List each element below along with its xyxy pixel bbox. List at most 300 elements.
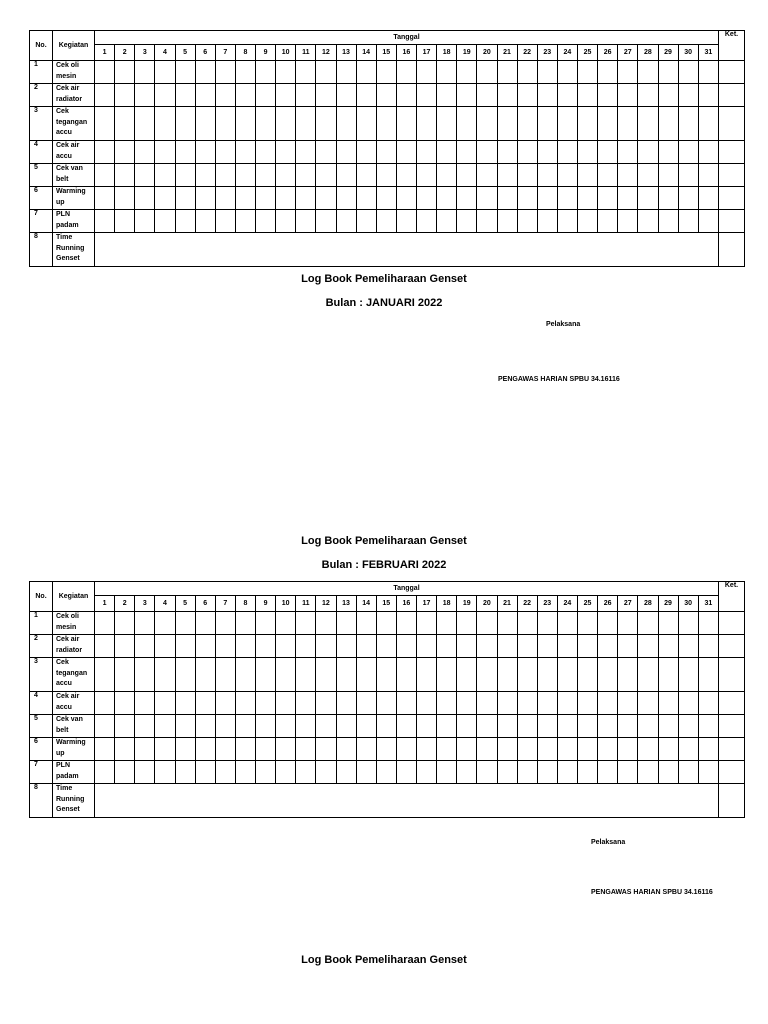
day-check-cell[interactable] — [376, 61, 396, 84]
day-check-cell[interactable] — [437, 635, 457, 658]
day-check-cell[interactable] — [396, 692, 416, 715]
day-check-cell[interactable] — [678, 164, 698, 187]
day-check-cell[interactable] — [658, 635, 678, 658]
day-check-cell[interactable] — [155, 187, 175, 210]
day-check-cell[interactable] — [115, 187, 135, 210]
day-check-cell[interactable] — [698, 612, 718, 635]
day-check-cell[interactable] — [276, 107, 296, 141]
day-check-cell[interactable] — [598, 61, 618, 84]
day-check-cell[interactable] — [155, 612, 175, 635]
day-check-cell[interactable] — [417, 738, 437, 761]
day-check-cell[interactable] — [557, 635, 577, 658]
day-check-cell[interactable] — [135, 210, 155, 233]
day-check-cell[interactable] — [638, 164, 658, 187]
day-check-cell[interactable] — [376, 612, 396, 635]
day-check-cell[interactable] — [517, 210, 537, 233]
day-check-cell[interactable] — [437, 612, 457, 635]
day-check-cell[interactable] — [95, 107, 115, 141]
day-check-cell[interactable] — [95, 187, 115, 210]
day-check-cell[interactable] — [537, 761, 557, 784]
day-check-cell[interactable] — [517, 61, 537, 84]
day-check-cell[interactable] — [195, 761, 215, 784]
day-check-cell[interactable] — [698, 187, 718, 210]
note-cell[interactable] — [719, 61, 745, 84]
day-check-cell[interactable] — [256, 635, 276, 658]
day-check-cell[interactable] — [115, 715, 135, 738]
day-check-cell[interactable] — [497, 692, 517, 715]
day-check-cell[interactable] — [618, 738, 638, 761]
day-check-cell[interactable] — [517, 715, 537, 738]
day-check-cell[interactable] — [175, 738, 195, 761]
day-check-cell[interactable] — [396, 612, 416, 635]
day-check-cell[interactable] — [417, 635, 437, 658]
running-time-cell[interactable] — [95, 784, 719, 818]
day-check-cell[interactable] — [598, 761, 618, 784]
day-check-cell[interactable] — [437, 141, 457, 164]
day-check-cell[interactable] — [235, 692, 255, 715]
day-check-cell[interactable] — [356, 658, 376, 692]
day-check-cell[interactable] — [155, 164, 175, 187]
day-check-cell[interactable] — [618, 715, 638, 738]
day-check-cell[interactable] — [296, 692, 316, 715]
day-check-cell[interactable] — [276, 187, 296, 210]
day-check-cell[interactable] — [618, 210, 638, 233]
day-check-cell[interactable] — [678, 141, 698, 164]
day-check-cell[interactable] — [557, 761, 577, 784]
note-cell[interactable] — [719, 141, 745, 164]
day-check-cell[interactable] — [517, 107, 537, 141]
day-check-cell[interactable] — [578, 658, 598, 692]
day-check-cell[interactable] — [437, 692, 457, 715]
day-check-cell[interactable] — [517, 692, 537, 715]
day-check-cell[interactable] — [417, 210, 437, 233]
day-check-cell[interactable] — [618, 761, 638, 784]
day-check-cell[interactable] — [376, 141, 396, 164]
day-check-cell[interactable] — [336, 61, 356, 84]
day-check-cell[interactable] — [316, 210, 336, 233]
day-check-cell[interactable] — [437, 84, 457, 107]
day-check-cell[interactable] — [175, 761, 195, 784]
day-check-cell[interactable] — [316, 61, 336, 84]
day-check-cell[interactable] — [638, 612, 658, 635]
day-check-cell[interactable] — [557, 61, 577, 84]
day-check-cell[interactable] — [235, 761, 255, 784]
day-check-cell[interactable] — [256, 738, 276, 761]
day-check-cell[interactable] — [195, 715, 215, 738]
day-check-cell[interactable] — [638, 84, 658, 107]
day-check-cell[interactable] — [557, 107, 577, 141]
day-check-cell[interactable] — [256, 612, 276, 635]
day-check-cell[interactable] — [135, 658, 155, 692]
day-check-cell[interactable] — [276, 761, 296, 784]
day-check-cell[interactable] — [678, 658, 698, 692]
day-check-cell[interactable] — [678, 210, 698, 233]
day-check-cell[interactable] — [557, 715, 577, 738]
day-check-cell[interactable] — [497, 658, 517, 692]
day-check-cell[interactable] — [517, 761, 537, 784]
day-check-cell[interactable] — [95, 738, 115, 761]
day-check-cell[interactable] — [618, 612, 638, 635]
day-check-cell[interactable] — [115, 612, 135, 635]
day-check-cell[interactable] — [376, 761, 396, 784]
day-check-cell[interactable] — [557, 738, 577, 761]
day-check-cell[interactable] — [477, 612, 497, 635]
day-check-cell[interactable] — [457, 84, 477, 107]
day-check-cell[interactable] — [356, 715, 376, 738]
day-check-cell[interactable] — [578, 692, 598, 715]
day-check-cell[interactable] — [578, 141, 598, 164]
day-check-cell[interactable] — [316, 187, 336, 210]
day-check-cell[interactable] — [316, 658, 336, 692]
day-check-cell[interactable] — [477, 141, 497, 164]
day-check-cell[interactable] — [276, 61, 296, 84]
day-check-cell[interactable] — [396, 141, 416, 164]
day-check-cell[interactable] — [175, 692, 195, 715]
day-check-cell[interactable] — [235, 164, 255, 187]
day-check-cell[interactable] — [517, 141, 537, 164]
day-check-cell[interactable] — [115, 658, 135, 692]
day-check-cell[interactable] — [175, 658, 195, 692]
day-check-cell[interactable] — [336, 658, 356, 692]
day-check-cell[interactable] — [678, 61, 698, 84]
day-check-cell[interactable] — [497, 84, 517, 107]
day-check-cell[interactable] — [457, 612, 477, 635]
day-check-cell[interactable] — [658, 210, 678, 233]
day-check-cell[interactable] — [437, 107, 457, 141]
day-check-cell[interactable] — [517, 738, 537, 761]
day-check-cell[interactable] — [578, 761, 598, 784]
day-check-cell[interactable] — [396, 187, 416, 210]
day-check-cell[interactable] — [276, 210, 296, 233]
day-check-cell[interactable] — [638, 187, 658, 210]
day-check-cell[interactable] — [497, 107, 517, 141]
day-check-cell[interactable] — [175, 84, 195, 107]
day-check-cell[interactable] — [296, 164, 316, 187]
day-check-cell[interactable] — [618, 107, 638, 141]
day-check-cell[interactable] — [678, 692, 698, 715]
running-time-cell[interactable] — [95, 233, 719, 267]
day-check-cell[interactable] — [417, 715, 437, 738]
day-check-cell[interactable] — [296, 61, 316, 84]
day-check-cell[interactable] — [437, 761, 457, 784]
day-check-cell[interactable] — [356, 738, 376, 761]
day-check-cell[interactable] — [618, 84, 638, 107]
day-check-cell[interactable] — [376, 107, 396, 141]
day-check-cell[interactable] — [457, 141, 477, 164]
day-check-cell[interactable] — [396, 61, 416, 84]
day-check-cell[interactable] — [658, 658, 678, 692]
day-check-cell[interactable] — [115, 738, 135, 761]
day-check-cell[interactable] — [356, 187, 376, 210]
day-check-cell[interactable] — [215, 612, 235, 635]
day-check-cell[interactable] — [115, 141, 135, 164]
day-check-cell[interactable] — [215, 658, 235, 692]
day-check-cell[interactable] — [175, 107, 195, 141]
day-check-cell[interactable] — [215, 141, 235, 164]
day-check-cell[interactable] — [135, 612, 155, 635]
day-check-cell[interactable] — [477, 210, 497, 233]
day-check-cell[interactable] — [95, 210, 115, 233]
day-check-cell[interactable] — [175, 141, 195, 164]
day-check-cell[interactable] — [276, 141, 296, 164]
day-check-cell[interactable] — [537, 715, 557, 738]
day-check-cell[interactable] — [417, 658, 437, 692]
day-check-cell[interactable] — [135, 715, 155, 738]
day-check-cell[interactable] — [678, 107, 698, 141]
day-check-cell[interactable] — [658, 738, 678, 761]
day-check-cell[interactable] — [497, 761, 517, 784]
day-check-cell[interactable] — [457, 738, 477, 761]
day-check-cell[interactable] — [296, 635, 316, 658]
day-check-cell[interactable] — [336, 635, 356, 658]
day-check-cell[interactable] — [396, 84, 416, 107]
day-check-cell[interactable] — [517, 164, 537, 187]
day-check-cell[interactable] — [537, 612, 557, 635]
day-check-cell[interactable] — [417, 692, 437, 715]
day-check-cell[interactable] — [457, 107, 477, 141]
day-check-cell[interactable] — [235, 141, 255, 164]
day-check-cell[interactable] — [678, 761, 698, 784]
day-check-cell[interactable] — [276, 164, 296, 187]
day-check-cell[interactable] — [598, 187, 618, 210]
day-check-cell[interactable] — [215, 84, 235, 107]
day-check-cell[interactable] — [698, 107, 718, 141]
day-check-cell[interactable] — [135, 107, 155, 141]
day-check-cell[interactable] — [417, 187, 437, 210]
day-check-cell[interactable] — [618, 692, 638, 715]
day-check-cell[interactable] — [598, 658, 618, 692]
day-check-cell[interactable] — [417, 612, 437, 635]
day-check-cell[interactable] — [497, 635, 517, 658]
day-check-cell[interactable] — [235, 107, 255, 141]
day-check-cell[interactable] — [678, 635, 698, 658]
day-check-cell[interactable] — [698, 738, 718, 761]
day-check-cell[interactable] — [417, 141, 437, 164]
day-check-cell[interactable] — [296, 738, 316, 761]
day-check-cell[interactable] — [678, 187, 698, 210]
day-check-cell[interactable] — [296, 141, 316, 164]
day-check-cell[interactable] — [256, 692, 276, 715]
day-check-cell[interactable] — [578, 635, 598, 658]
day-check-cell[interactable] — [195, 107, 215, 141]
day-check-cell[interactable] — [477, 61, 497, 84]
day-check-cell[interactable] — [135, 635, 155, 658]
day-check-cell[interactable] — [396, 738, 416, 761]
day-check-cell[interactable] — [698, 635, 718, 658]
day-check-cell[interactable] — [618, 164, 638, 187]
day-check-cell[interactable] — [135, 761, 155, 784]
day-check-cell[interactable] — [316, 692, 336, 715]
day-check-cell[interactable] — [376, 635, 396, 658]
day-check-cell[interactable] — [497, 738, 517, 761]
day-check-cell[interactable] — [437, 187, 457, 210]
day-check-cell[interactable] — [215, 692, 235, 715]
day-check-cell[interactable] — [336, 715, 356, 738]
day-check-cell[interactable] — [497, 612, 517, 635]
day-check-cell[interactable] — [517, 612, 537, 635]
day-check-cell[interactable] — [437, 61, 457, 84]
day-check-cell[interactable] — [336, 84, 356, 107]
day-check-cell[interactable] — [356, 141, 376, 164]
day-check-cell[interactable] — [135, 187, 155, 210]
day-check-cell[interactable] — [698, 715, 718, 738]
note-cell[interactable] — [719, 715, 745, 738]
day-check-cell[interactable] — [457, 761, 477, 784]
day-check-cell[interactable] — [195, 635, 215, 658]
day-check-cell[interactable] — [537, 187, 557, 210]
day-check-cell[interactable] — [598, 715, 618, 738]
day-check-cell[interactable] — [215, 210, 235, 233]
day-check-cell[interactable] — [195, 612, 215, 635]
day-check-cell[interactable] — [356, 612, 376, 635]
day-check-cell[interactable] — [678, 84, 698, 107]
day-check-cell[interactable] — [296, 187, 316, 210]
day-check-cell[interactable] — [195, 187, 215, 210]
day-check-cell[interactable] — [638, 658, 658, 692]
day-check-cell[interactable] — [638, 761, 658, 784]
day-check-cell[interactable] — [316, 715, 336, 738]
day-check-cell[interactable] — [517, 635, 537, 658]
day-check-cell[interactable] — [477, 761, 497, 784]
day-check-cell[interactable] — [598, 164, 618, 187]
day-check-cell[interactable] — [598, 692, 618, 715]
day-check-cell[interactable] — [155, 715, 175, 738]
day-check-cell[interactable] — [175, 715, 195, 738]
day-check-cell[interactable] — [457, 187, 477, 210]
day-check-cell[interactable] — [215, 107, 235, 141]
day-check-cell[interactable] — [316, 738, 336, 761]
day-check-cell[interactable] — [296, 658, 316, 692]
note-cell[interactable] — [719, 612, 745, 635]
day-check-cell[interactable] — [578, 210, 598, 233]
day-check-cell[interactable] — [215, 164, 235, 187]
day-check-cell[interactable] — [417, 164, 437, 187]
day-check-cell[interactable] — [417, 84, 437, 107]
day-check-cell[interactable] — [356, 635, 376, 658]
day-check-cell[interactable] — [195, 84, 215, 107]
day-check-cell[interactable] — [618, 635, 638, 658]
day-check-cell[interactable] — [135, 141, 155, 164]
day-check-cell[interactable] — [678, 612, 698, 635]
day-check-cell[interactable] — [95, 761, 115, 784]
day-check-cell[interactable] — [256, 141, 276, 164]
day-check-cell[interactable] — [598, 210, 618, 233]
day-check-cell[interactable] — [316, 107, 336, 141]
day-check-cell[interactable] — [557, 141, 577, 164]
day-check-cell[interactable] — [517, 187, 537, 210]
day-check-cell[interactable] — [235, 658, 255, 692]
day-check-cell[interactable] — [638, 692, 658, 715]
day-check-cell[interactable] — [135, 164, 155, 187]
day-check-cell[interactable] — [115, 761, 135, 784]
day-check-cell[interactable] — [215, 635, 235, 658]
day-check-cell[interactable] — [155, 692, 175, 715]
day-check-cell[interactable] — [195, 61, 215, 84]
day-check-cell[interactable] — [195, 164, 215, 187]
day-check-cell[interactable] — [95, 635, 115, 658]
day-check-cell[interactable] — [356, 107, 376, 141]
day-check-cell[interactable] — [497, 715, 517, 738]
day-check-cell[interactable] — [557, 164, 577, 187]
day-check-cell[interactable] — [95, 164, 115, 187]
day-check-cell[interactable] — [698, 761, 718, 784]
day-check-cell[interactable] — [578, 187, 598, 210]
day-check-cell[interactable] — [336, 738, 356, 761]
day-check-cell[interactable] — [95, 715, 115, 738]
day-check-cell[interactable] — [155, 761, 175, 784]
day-check-cell[interactable] — [457, 210, 477, 233]
day-check-cell[interactable] — [477, 84, 497, 107]
day-check-cell[interactable] — [215, 187, 235, 210]
day-check-cell[interactable] — [195, 210, 215, 233]
day-check-cell[interactable] — [95, 61, 115, 84]
day-check-cell[interactable] — [356, 61, 376, 84]
day-check-cell[interactable] — [235, 715, 255, 738]
day-check-cell[interactable] — [235, 635, 255, 658]
day-check-cell[interactable] — [658, 612, 678, 635]
day-check-cell[interactable] — [678, 738, 698, 761]
day-check-cell[interactable] — [356, 164, 376, 187]
day-check-cell[interactable] — [376, 658, 396, 692]
day-check-cell[interactable] — [598, 107, 618, 141]
day-check-cell[interactable] — [497, 164, 517, 187]
day-check-cell[interactable] — [256, 164, 276, 187]
day-check-cell[interactable] — [638, 141, 658, 164]
day-check-cell[interactable] — [316, 761, 336, 784]
day-check-cell[interactable] — [698, 141, 718, 164]
day-check-cell[interactable] — [598, 738, 618, 761]
day-check-cell[interactable] — [537, 658, 557, 692]
day-check-cell[interactable] — [497, 187, 517, 210]
day-check-cell[interactable] — [537, 141, 557, 164]
day-check-cell[interactable] — [235, 738, 255, 761]
day-check-cell[interactable] — [336, 107, 356, 141]
day-check-cell[interactable] — [276, 658, 296, 692]
day-check-cell[interactable] — [698, 84, 718, 107]
day-check-cell[interactable] — [557, 612, 577, 635]
day-check-cell[interactable] — [235, 612, 255, 635]
day-check-cell[interactable] — [115, 635, 135, 658]
day-check-cell[interactable] — [316, 84, 336, 107]
day-check-cell[interactable] — [477, 692, 497, 715]
day-check-cell[interactable] — [517, 84, 537, 107]
day-check-cell[interactable] — [698, 692, 718, 715]
note-cell[interactable] — [719, 784, 745, 818]
day-check-cell[interactable] — [155, 658, 175, 692]
day-check-cell[interactable] — [135, 84, 155, 107]
note-cell[interactable] — [719, 658, 745, 692]
day-check-cell[interactable] — [437, 210, 457, 233]
day-check-cell[interactable] — [155, 84, 175, 107]
day-check-cell[interactable] — [296, 612, 316, 635]
day-check-cell[interactable] — [256, 658, 276, 692]
day-check-cell[interactable] — [658, 715, 678, 738]
day-check-cell[interactable] — [115, 84, 135, 107]
day-check-cell[interactable] — [658, 692, 678, 715]
day-check-cell[interactable] — [135, 692, 155, 715]
day-check-cell[interactable] — [578, 61, 598, 84]
day-check-cell[interactable] — [557, 187, 577, 210]
day-check-cell[interactable] — [638, 738, 658, 761]
day-check-cell[interactable] — [316, 612, 336, 635]
day-check-cell[interactable] — [598, 612, 618, 635]
day-check-cell[interactable] — [195, 658, 215, 692]
day-check-cell[interactable] — [195, 692, 215, 715]
day-check-cell[interactable] — [396, 715, 416, 738]
note-cell[interactable] — [719, 692, 745, 715]
day-check-cell[interactable] — [457, 61, 477, 84]
day-check-cell[interactable] — [437, 658, 457, 692]
